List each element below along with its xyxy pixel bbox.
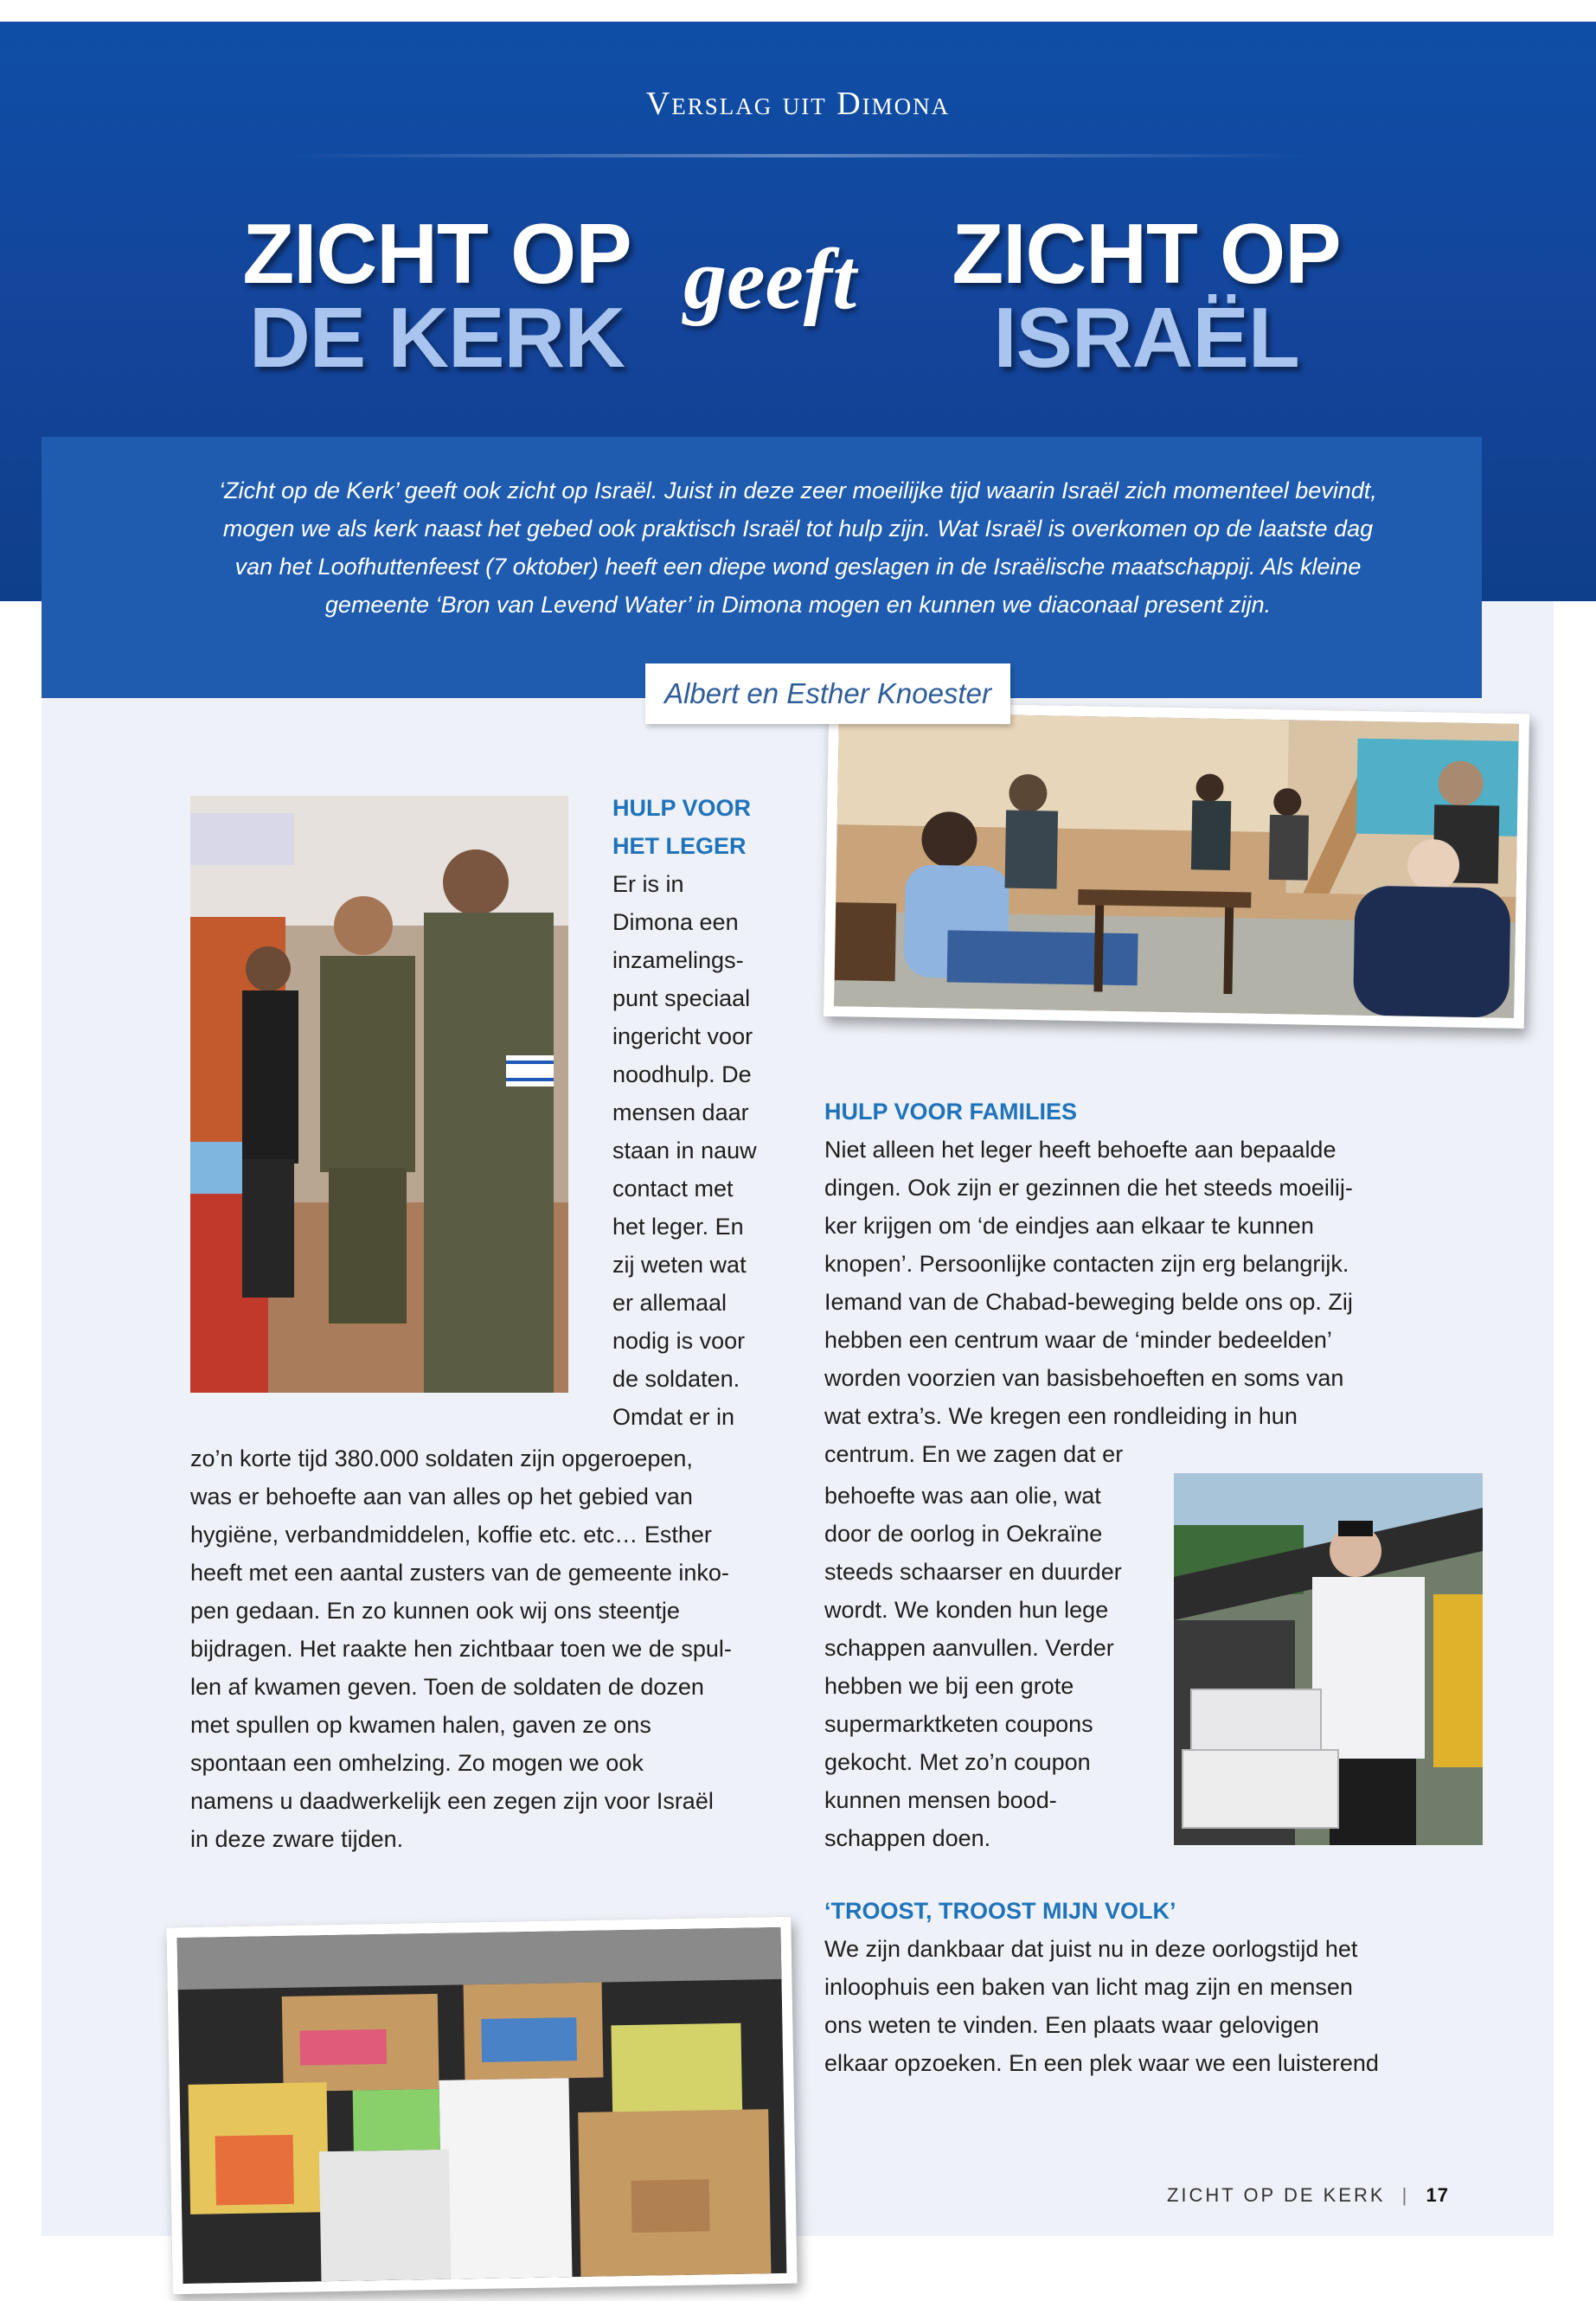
text-line: contact met [612, 1176, 734, 1202]
text-line: pen gedaan. En zo kunnen ook wij ons steentje [190, 1598, 680, 1624]
text-line: ingericht voor [612, 1023, 753, 1049]
text-line: de soldaten. [612, 1366, 740, 1392]
section-families [824, 1093, 1421, 1473]
photo-soldiers-image [190, 796, 568, 1393]
author-tag: Albert en Esther Knoester [645, 663, 1010, 724]
page-footer [1125, 2184, 1449, 2207]
intro-line: ‘Zicht op de Kerk’ geeft ook zicht op Israël. Juist in deze zeer moeilijke tijd waarin Israël zich momenteel bevindt, [219, 478, 1377, 503]
photo-car-trunk-loading [1174, 1473, 1483, 1845]
intro-line: gemeente ‘Bron van Levend Water’ in Dimona mogen en kunnen we diaconaal present zijn. [324, 592, 1272, 618]
title-right-line2: ISRAËL [993, 290, 1299, 385]
text-line: Er is in [612, 871, 684, 897]
text-line: behoefte was aan olie, wat [824, 1483, 1101, 1509]
title-left-line1: ZICHT OP [242, 206, 631, 301]
text-line: Iemand van de Chabad-beweging belde ons op. Zij [824, 1289, 1353, 1315]
text-line: Dimona een [612, 909, 739, 935]
section-army [612, 789, 785, 1436]
text-line: schappen doen. [824, 1825, 991, 1851]
text-line: zij weten wat [612, 1252, 747, 1278]
footer-magazine: ZICHT OP DE KERK [1166, 2184, 1386, 2206]
text-line: Niet alleen het leger heeft behoefte aan bepaalde [824, 1137, 1336, 1163]
troost-heading: ‘TROOST, TROOST MIJN VOLK’ [824, 1898, 1176, 1924]
text-line: hebben we bij een grote [824, 1673, 1074, 1699]
photo-groceries-image [177, 1927, 787, 2284]
photo-trunk-image [1174, 1473, 1483, 1845]
text-line: met spullen op kwamen halen, gaven ze ons [190, 1712, 651, 1738]
text-line: We zijn dankbaar dat juist nu in deze oorlogstijd het [824, 1936, 1358, 1962]
text-line: knopen’. Persoonlijke contacten zijn erg belangrijk. [824, 1251, 1349, 1277]
photo-groceries [166, 1917, 797, 2295]
text-line: punt speciaal [612, 985, 751, 1011]
families-heading: HULP VOOR FAMILIES [824, 1099, 1078, 1125]
text-line: schappen aanvullen. Verder [824, 1635, 1114, 1661]
army-text-narrow [612, 865, 785, 1436]
page-number: 17 [1426, 2184, 1449, 2206]
text-line: namens u daadwerkelijk een zegen zijn voor Israël [190, 1788, 714, 1814]
text-line: in deze zware tijden. [190, 1826, 404, 1852]
text-line: hygiëne, verbandmiddelen, koffie etc. etc… Esther [190, 1522, 712, 1548]
text-line: elkaar opzoeken. En een plek waar we een luisterend [824, 2050, 1379, 2076]
text-line: ons weten te vinden. Een plaats waar gelovigen [824, 2012, 1319, 2038]
text-line: steeds schaarser en duurder [824, 1559, 1122, 1585]
title-right [921, 206, 1371, 385]
text-line: was er behoefte aan van alles op het gebied van [190, 1484, 693, 1509]
photo-cafe-image [834, 712, 1519, 1018]
text-line: centrum. En we zagen dat er [824, 1441, 1124, 1467]
families-text-narrow [824, 1477, 1170, 1857]
army-text-wide [190, 1439, 779, 1858]
text-line: spontaan een omhelzing. Zo mogen we ook [190, 1750, 644, 1776]
text-line: er allemaal [612, 1290, 727, 1316]
title-left-line2: DE KERK [248, 290, 625, 385]
intro-line: van het Loofhuttenfeest (7 oktober) heeft een diepe wond geslagen in de Israëlische maatschappij. Als kleine [234, 554, 1362, 580]
text-line: ker krijgen om ‘de eindjes aan elkaar te kunnen [824, 1213, 1314, 1239]
text-line: worden voorzien van basisbehoeften en soms van [824, 1365, 1344, 1391]
text-line: bijdragen. Het raakte hen zichtbaar toen we de spul- [190, 1636, 732, 1662]
text-line: het leger. En [612, 1214, 744, 1240]
text-line: dingen. Ook zijn er gezinnen die het steeds moeilij- [824, 1175, 1353, 1201]
kicker: Verslag uit Dimona [645, 86, 951, 122]
text-line: noodhulp. De [612, 1061, 752, 1087]
text-line: heeft met een aantal zusters van de gemeente inko- [190, 1560, 729, 1586]
text-line: hebben een centrum waar de ‘minder bedeelden’ [824, 1327, 1332, 1353]
text-line: staan in nauw [612, 1138, 757, 1163]
text-line: zo’n korte tijd 380.000 soldaten zijn opgeroepen, [190, 1445, 693, 1471]
text-line: inloophuis een baken van licht mag zijn en mensen [824, 1974, 1353, 2000]
text-line: wordt. We konden hun lege [824, 1597, 1109, 1623]
text-line: len af kwamen geven. Toen de soldaten de dozen [190, 1674, 704, 1700]
text-line: gekocht. Met zo’n coupon [824, 1749, 1091, 1775]
intro-text [104, 471, 1492, 624]
text-line: kunnen mensen bood- [824, 1787, 1057, 1813]
text-line: door de oorlog in Oekraïne [824, 1521, 1103, 1547]
photo-soldiers [190, 796, 568, 1393]
text-line: supermarktketen coupons [824, 1711, 1093, 1737]
army-heading-line2: HET LEGER [612, 833, 747, 859]
text-line: mensen daar [612, 1099, 749, 1125]
text-line: inzamelings- [612, 947, 744, 973]
section-troost [824, 1892, 1430, 2082]
army-heading-line1: HULP VOOR [612, 795, 752, 821]
kicker-divider [285, 154, 1311, 157]
text-line: Omdat er in [612, 1404, 735, 1430]
photo-cafe-meeting [824, 702, 1529, 1029]
footer-separator: | [1401, 2184, 1410, 2206]
text-line: nodig is voor [612, 1328, 746, 1354]
text-line: wat extra’s. We kregen een rondleiding in hun [824, 1403, 1298, 1429]
title-right-line1: ZICHT OP [952, 206, 1341, 301]
intro-line: mogen we als kerk naast het gebed ook praktisch Israël tot hulp zijn. Wat Israël is overkomen op de laatste dag [222, 516, 1374, 542]
title-connector: geeft [683, 231, 856, 327]
title-left [212, 206, 662, 385]
